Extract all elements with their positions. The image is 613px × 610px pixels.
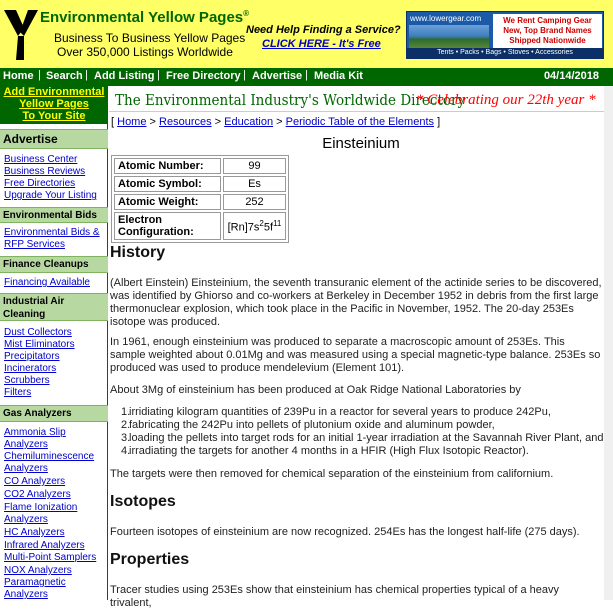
sidebar-link-upgrade-listing[interactable]: Upgrade Your Listing [4, 190, 97, 201]
add-line-2: Yellow Pages [19, 98, 89, 110]
sidebar-head-advertise: Advertise [0, 129, 108, 149]
sidebar-link-financing-available[interactable]: Financing Available [4, 277, 90, 288]
add-to-your-site-link[interactable] [0, 86, 108, 124]
sidebar-link-scrubbers[interactable]: Scrubbers [4, 375, 50, 386]
nav-separator: | [157, 69, 160, 81]
step-text: irradiating the targets for another 4 months in a HFIR (High Flux Isotopic Reactor). [129, 445, 529, 457]
table-row [114, 194, 286, 210]
sidebar-link-flame-ionization[interactable]: Flame Ionization [4, 502, 78, 513]
sidebar-head-finance-cleanups: Finance Cleanups [0, 256, 108, 273]
sidebar-link-infrared-analyzers[interactable]: Infrared Analyzers [4, 540, 85, 551]
sidebar-link-multi-point-samplers[interactable]: Multi-Point Samplers [4, 552, 97, 563]
table-row [114, 212, 286, 240]
camping-gear-ad[interactable] [406, 11, 604, 59]
sidebar-head-industrial-air [0, 293, 108, 321]
breadcrumb-separator: > [211, 116, 225, 128]
config-exp-1: 2 [259, 218, 264, 228]
config-mid: 5f [263, 221, 274, 234]
atomic-symbol-label: Atomic Symbol: [114, 176, 221, 192]
history-heading: History [110, 244, 166, 261]
config-base: [Rn]7s [227, 221, 260, 234]
breadcrumb [111, 116, 440, 128]
current-date: 04/14/2018 [543, 70, 599, 82]
atomic-number-label: Atomic Number: [114, 158, 221, 174]
step-text: loading the pellets into target rods for an initial 1-year irradiation at the Savannah River Plant, and [129, 432, 604, 444]
nav-separator: | [305, 69, 308, 81]
breadcrumb-resources[interactable]: Resources [159, 116, 212, 128]
history-paragraph-3: About 3Mg of einsteinium has been produced at Oak Ridge National Laboratories by [110, 384, 521, 396]
ad-line-1: We Rent Camping Gear [503, 16, 592, 25]
site-title[interactable]: Environmental Yellow Pages® [40, 9, 250, 26]
sidebar-link-hc-analyzers[interactable]: HC Analyzers [4, 527, 65, 538]
site-header [0, 0, 613, 68]
ad-text-box [493, 14, 602, 48]
atomic-data-table [111, 155, 289, 243]
nav-separator: | [85, 69, 88, 81]
page-title: Einsteinium [322, 135, 400, 152]
sidebar-link-dust-collectors[interactable]: Dust Collectors [4, 327, 72, 338]
sidebar-link-chemiluminescence-analyzers[interactable]: Analyzers [4, 463, 48, 474]
sidebar-link-paramagnetic[interactable]: Paramagnetic [4, 577, 66, 588]
sidebar-link-precipitators[interactable]: Precipitators [4, 351, 60, 362]
history-paragraph-1: (Albert Einstein) Einsteinium, the seventh transuranic element of the actinide series to be discovered, was identified by Ghiorso and co-workers at Berkeley in December 1952 in debris from the first large thermonuclear explosion, which took place in the Pacific in November, 1952. The 20-day 253Es isotope was produced. [110, 277, 602, 328]
add-line-1: Add Environmental [3, 86, 105, 98]
nav-advertise[interactable]: Advertise [252, 70, 303, 82]
sidebar-link-co-analyzers[interactable]: CO Analyzers [4, 476, 66, 487]
breadcrumb-periodic-table[interactable]: Periodic Table of the Elements [285, 116, 435, 128]
list-item: 4. irradiating the targets for another 4 months in a HFIR (High Flux Isotopic Reactor). [121, 445, 529, 457]
nav-search[interactable]: Search [46, 70, 83, 82]
breadcrumb-separator: > [146, 116, 160, 128]
yellow-pages-logo-icon[interactable] [2, 6, 40, 62]
sidebar-link-business-center[interactable]: Business Center [4, 154, 78, 165]
nav-media-kit[interactable]: Media Kit [314, 70, 363, 82]
help-click-link[interactable]: CLICK HERE - It's Free [262, 38, 381, 50]
ad-landscape-photo [409, 25, 489, 49]
sidebar-link-business-reviews[interactable]: Business Reviews [4, 166, 86, 177]
history-paragraph-2: In 1961, enough einsteinium was produced to separate a macroscopic amount of 253Es. This sample weighted about 0.01Mg and was measured using a special magnetic-type balance. 253Es so produced was used to produce mendelevium (Element 101). [110, 336, 601, 374]
nav-add-listing[interactable]: Add Listing [94, 70, 155, 82]
sidebar-link-incinerators[interactable]: Incinerators [4, 363, 57, 374]
anniversary-banner: * Celebrating our 22th year * [416, 92, 596, 108]
config-exp-2: 11 [273, 218, 282, 228]
ad-line-3: Shipped Nationwide [509, 36, 586, 45]
electron-config-value [223, 212, 286, 240]
nav-separator: | [38, 69, 41, 81]
isotopes-paragraph: Fourteen isotopes of einsteinium are now recognized. 254Es has the longest half-life (275 days). [110, 526, 580, 538]
nav-separator: | [243, 69, 246, 81]
electron-config-label: Electron Configuration: [114, 212, 221, 240]
ad-products-strip: Tents • Packs • Bags • Stoves • Accessories [407, 48, 603, 58]
properties-heading: Properties [110, 551, 190, 568]
step-text: fabricating the 242Pu into pellets of plutonium oxide and aluminum powder, [129, 419, 495, 431]
breadcrumb-close: ] [434, 116, 441, 128]
directory-title: The Environmental Industry's Worldwide Directory [115, 91, 466, 109]
help-question: Need Help Finding a Service? [246, 24, 401, 36]
top-nav [0, 68, 613, 86]
sidebar-head-industrial-air-line1: Industrial Air [3, 296, 65, 307]
breadcrumb-home[interactable]: Home [117, 116, 147, 128]
nav-home[interactable]: Home [3, 70, 34, 82]
properties-paragraph: Tracer studies using 253Es show that einsteinium has chemical properties typical of a heavy trivalent, [110, 584, 559, 609]
history-paragraph-4: The targets were then removed for chemical separation of the einsteinium from californium. [110, 468, 554, 480]
sidebar [0, 86, 108, 600]
breadcrumb-open: [ [111, 116, 118, 128]
vertical-scrollbar[interactable] [604, 86, 613, 600]
production-steps-list [121, 406, 605, 458]
sidebar-link-co2-analyzers[interactable]: CO2 Analyzers [4, 489, 71, 500]
ad-line-2: New, Top Brand Names [503, 26, 592, 35]
atomic-symbol-value: Es [223, 176, 286, 192]
atomic-weight-label: Atomic Weight: [114, 194, 221, 210]
sidebar-link-paramagnetic-analyzers[interactable]: Analyzers [4, 589, 48, 600]
ad-site-url: www.lowergear.com [410, 14, 482, 23]
sidebar-link-environmental-bids[interactable]: Environmental Bids & [4, 227, 100, 238]
table-row [114, 176, 286, 192]
sidebar-link-ammonia-slip[interactable]: Ammonia Slip [4, 427, 66, 438]
sidebar-link-rfp-services[interactable]: RFP Services [4, 239, 65, 250]
step-text: irridiating kilogram quantities of 239Pu in a reactor for several years to produce 242Pu, [129, 406, 551, 418]
breadcrumb-separator: > [273, 116, 286, 128]
add-line-3: To Your Site [22, 110, 86, 122]
sidebar-head-environmental-bids: Environmental Bids [0, 207, 108, 223]
list-item: 3. loading the pellets into target rods for an initial 1-year irradiation at the Savannah River Plant, and [121, 432, 604, 444]
sidebar-link-ammonia-slip-analyzers[interactable]: Analyzers [4, 439, 48, 450]
sidebar-head-industrial-air-line2: Cleaning [3, 309, 46, 320]
table-row [114, 158, 286, 174]
list-item: 2. fabricating the 242Pu into pellets of plutonium oxide and aluminum powder, [121, 419, 495, 431]
isotopes-heading: Isotopes [110, 493, 176, 510]
directory-banner [109, 88, 605, 112]
sidebar-link-chemiluminescence[interactable]: Chemiluminescence [4, 451, 95, 462]
sidebar-link-filters[interactable]: Filters [4, 387, 32, 398]
sidebar-link-mist-eliminators[interactable]: Mist Eliminators [4, 339, 75, 350]
site-listing-count: Over 350,000 Listings Worldwide [57, 45, 233, 59]
breadcrumb-education[interactable]: Education [224, 116, 274, 128]
registered-mark: ® [243, 9, 250, 18]
list-item: 1. irridiating kilogram quantities of 239Pu in a reactor for several years to produce 242Pu, [121, 406, 551, 418]
site-tagline: Business To Business Yellow Pages [54, 31, 246, 45]
sidebar-link-free-directories[interactable]: Free Directories [4, 178, 76, 189]
sidebar-head-gas-analyzers: Gas Analyzers [0, 405, 108, 422]
atomic-number-value: 99 [223, 158, 286, 174]
sidebar-link-nox-analyzers[interactable]: NOX Analyzers [4, 565, 72, 576]
nav-free-directory[interactable]: Free Directory [166, 70, 241, 82]
sidebar-link-flame-ionization-analyzers[interactable]: Analyzers [4, 514, 48, 525]
main-content [109, 86, 613, 609]
atomic-weight-value: 252 [223, 194, 286, 210]
